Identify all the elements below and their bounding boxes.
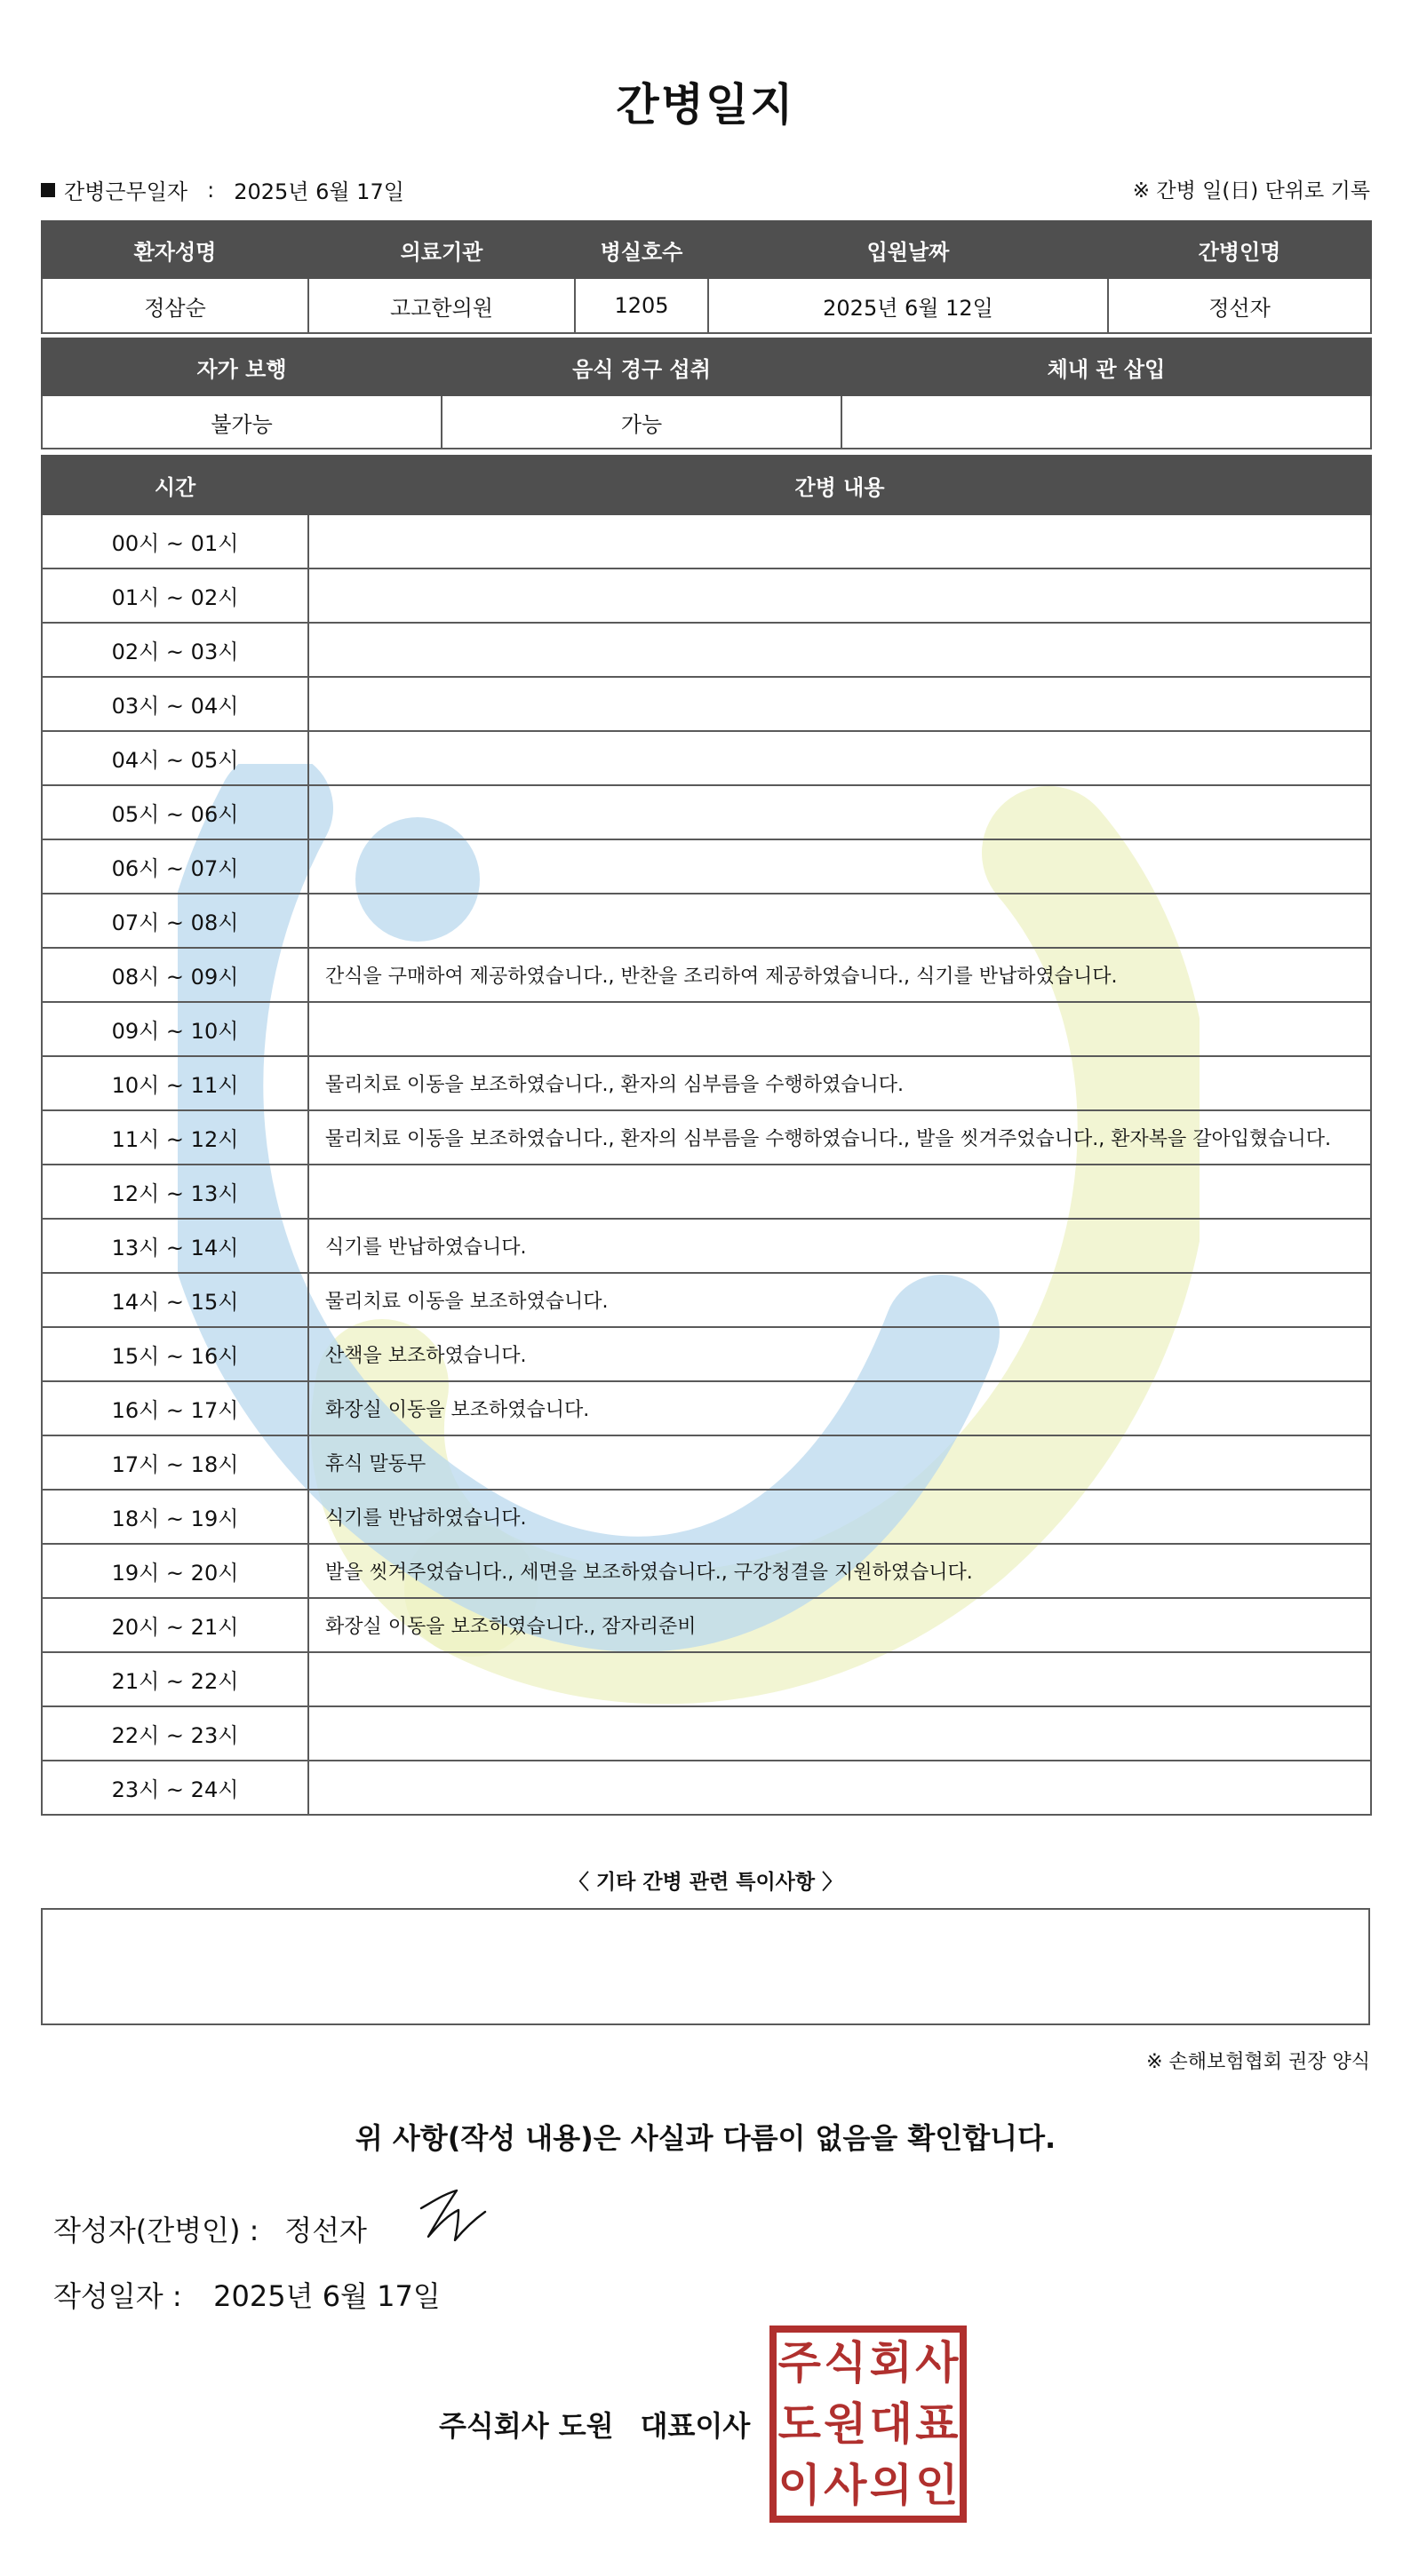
company-line bbox=[439, 2404, 750, 2445]
care-log-row bbox=[42, 1327, 1371, 1381]
seal-character: 대 bbox=[869, 2397, 913, 2450]
care-log-row bbox=[42, 1002, 1371, 1056]
care-log-time: 06시 ~ 07시 bbox=[42, 839, 308, 894]
care-log-row bbox=[42, 677, 1371, 731]
care-log-content bbox=[308, 894, 1371, 948]
care-log-time: 02시 ~ 03시 bbox=[42, 623, 308, 677]
care-log-content: 화장실 이동을 보조하였습니다. bbox=[308, 1381, 1371, 1435]
caregiver-name: 정선자 bbox=[1108, 278, 1371, 333]
care-log-row bbox=[42, 1435, 1371, 1490]
seal-character: 사 bbox=[915, 2337, 959, 2389]
care-log-time: 23시 ~ 24시 bbox=[42, 1761, 308, 1815]
work-date-label: 간병근무일자 bbox=[64, 179, 188, 204]
care-log-time: 18시 ~ 19시 bbox=[42, 1490, 308, 1544]
care-log-content: 화장실 이동을 보조하였습니다., 잠자리준비 bbox=[308, 1598, 1371, 1652]
handwritten-signature bbox=[418, 2185, 489, 2247]
seal-character: 표 bbox=[915, 2397, 959, 2450]
care-log-time: 04시 ~ 05시 bbox=[42, 731, 308, 785]
patient-info-table bbox=[41, 220, 1372, 334]
association-note: ※ 손해보험협회 권장 양식 bbox=[1146, 2051, 1370, 2073]
seal-character: 사 bbox=[824, 2459, 867, 2511]
header-patient-name: 환자성명 bbox=[42, 221, 308, 278]
patient-name: 정삼순 bbox=[42, 278, 308, 333]
care-log-row bbox=[42, 894, 1371, 948]
care-log-row bbox=[42, 839, 1371, 894]
header-self-walking: 자가 보행 bbox=[42, 338, 442, 395]
care-log-time: 19시 ~ 20시 bbox=[42, 1544, 308, 1598]
care-log-header-row bbox=[42, 456, 1371, 514]
care-log-row bbox=[42, 1219, 1371, 1273]
care-log-time: 05시 ~ 06시 bbox=[42, 785, 308, 839]
care-log-content bbox=[308, 514, 1371, 568]
tube-insertion-value bbox=[841, 395, 1371, 449]
written-date-label: 작성일자 : bbox=[53, 2279, 182, 2313]
care-log-body bbox=[42, 514, 1371, 1815]
patient-status-table bbox=[41, 338, 1372, 449]
care-log-time: 00시 ~ 01시 bbox=[42, 514, 308, 568]
header-admission-date: 입원날짜 bbox=[708, 221, 1108, 278]
care-log-content bbox=[308, 1165, 1371, 1219]
care-log-time: 14시 ~ 15시 bbox=[42, 1273, 308, 1327]
work-date-value: 2025년 6월 17일 bbox=[234, 179, 404, 204]
care-log-row bbox=[42, 623, 1371, 677]
seal-character: 원 bbox=[824, 2397, 867, 2450]
care-log-row bbox=[42, 1490, 1371, 1544]
seal-character: 식 bbox=[824, 2337, 867, 2389]
care-log-row bbox=[42, 568, 1371, 623]
care-log-row bbox=[42, 785, 1371, 839]
company-seal-stamp bbox=[769, 2326, 967, 2523]
care-log-time: 10시 ~ 11시 bbox=[42, 1056, 308, 1110]
room-number: 1205 bbox=[575, 278, 708, 333]
header-tube-insertion: 체내 관 삽입 bbox=[841, 338, 1371, 395]
care-log-content bbox=[308, 568, 1371, 623]
care-log-time: 03시 ~ 04시 bbox=[42, 677, 308, 731]
square-bullet-icon bbox=[41, 183, 55, 197]
care-log-row bbox=[42, 1273, 1371, 1327]
patient-info-header-row bbox=[42, 221, 1371, 278]
header-oral-intake: 음식 경구 섭취 bbox=[442, 338, 841, 395]
confirmation-statement: 위 사항(작성 내용)은 사실과 다름이 없음을 확인합니다. bbox=[355, 2121, 1056, 2155]
care-log-time: 20시 ~ 21시 bbox=[42, 1598, 308, 1652]
seal-character: 주 bbox=[777, 2337, 821, 2389]
written-date-value: 2025년 6월 17일 bbox=[213, 2279, 441, 2313]
care-log-time: 11시 ~ 12시 bbox=[42, 1110, 308, 1165]
care-log-row bbox=[42, 1056, 1371, 1110]
patient-info-value-row bbox=[42, 278, 1371, 333]
status-value-row bbox=[42, 395, 1371, 449]
company-name: 주식회사 도원 bbox=[439, 2409, 614, 2443]
seal-character: 이 bbox=[777, 2459, 821, 2511]
care-log-content: 휴식 말동무 bbox=[308, 1435, 1371, 1490]
unit-note: ※ 간병 일(日) 단위로 기록 bbox=[1132, 179, 1370, 203]
notes-title: 〈 기타 간병 관련 특이사항 〉 bbox=[568, 1871, 843, 1894]
status-header-row bbox=[42, 338, 1371, 395]
writer-name: 정선자 bbox=[284, 2214, 367, 2247]
header-care-content: 간병 내용 bbox=[308, 456, 1371, 514]
work-date-separator: : bbox=[207, 177, 215, 203]
care-log-row bbox=[42, 1110, 1371, 1165]
header-time: 시간 bbox=[42, 456, 308, 514]
care-log-row bbox=[42, 948, 1371, 1002]
care-log-time: 13시 ~ 14시 bbox=[42, 1219, 308, 1273]
care-log-time: 22시 ~ 23시 bbox=[42, 1706, 308, 1761]
care-log-content: 물리치료 이동을 보조하였습니다. bbox=[308, 1273, 1371, 1327]
care-log-content: 식기를 반납하였습니다. bbox=[308, 1490, 1371, 1544]
admission-date: 2025년 6월 12일 bbox=[708, 278, 1108, 333]
care-log-content: 산책을 보조하였습니다. bbox=[308, 1327, 1371, 1381]
care-log-content bbox=[308, 1761, 1371, 1815]
writer-label: 작성자(간병인) : bbox=[53, 2214, 259, 2247]
care-log-content bbox=[308, 623, 1371, 677]
care-log-row bbox=[42, 1706, 1371, 1761]
header-caregiver-name: 간병인명 bbox=[1108, 221, 1371, 278]
writer-line bbox=[53, 2208, 367, 2249]
document-title: 간병일지 bbox=[616, 79, 795, 131]
care-log-row bbox=[42, 1761, 1371, 1815]
care-log-time: 12시 ~ 13시 bbox=[42, 1165, 308, 1219]
self-walking-value: 불가능 bbox=[42, 395, 442, 449]
header-room-number: 병실호수 bbox=[575, 221, 708, 278]
care-log-time: 15시 ~ 16시 bbox=[42, 1327, 308, 1381]
seal-character: 도 bbox=[777, 2397, 821, 2450]
care-log-time: 16시 ~ 17시 bbox=[42, 1381, 308, 1435]
representative-title: 대표이사 bbox=[640, 2409, 751, 2443]
subheader bbox=[41, 174, 1370, 206]
written-date-line bbox=[53, 2274, 441, 2315]
care-log-content: 물리치료 이동을 보조하였습니다., 환자의 심부름을 수행하였습니다. bbox=[308, 1056, 1371, 1110]
care-log-content: 간식을 구매하여 제공하였습니다., 반찬을 조리하여 제공하였습니다., 식기를 반납하였습니다. bbox=[308, 948, 1371, 1002]
care-log-row bbox=[42, 1381, 1371, 1435]
seal-character: 의 bbox=[869, 2459, 913, 2511]
care-log-time: 07시 ~ 08시 bbox=[42, 894, 308, 948]
care-log-content: 발을 씻겨주었습니다., 세면을 보조하였습니다., 구강청결을 지원하였습니다. bbox=[308, 1544, 1371, 1598]
care-log-table bbox=[41, 455, 1372, 1816]
care-log-time: 21시 ~ 22시 bbox=[42, 1652, 308, 1706]
care-log-row bbox=[42, 1598, 1371, 1652]
care-log-content bbox=[308, 731, 1371, 785]
care-log-content bbox=[308, 1652, 1371, 1706]
care-log-time: 09시 ~ 10시 bbox=[42, 1002, 308, 1056]
care-log-time: 08시 ~ 09시 bbox=[42, 948, 308, 1002]
seal-characters bbox=[777, 2333, 960, 2516]
care-log-content: 식기를 반납하였습니다. bbox=[308, 1219, 1371, 1273]
header-hospital: 의료기관 bbox=[308, 221, 575, 278]
oral-intake-value: 가능 bbox=[442, 395, 841, 449]
hospital-name: 고고한의원 bbox=[308, 278, 575, 333]
care-log-row bbox=[42, 514, 1371, 568]
care-log-content bbox=[308, 785, 1371, 839]
care-log-content bbox=[308, 839, 1371, 894]
notes-box bbox=[41, 1908, 1370, 2025]
care-log-content bbox=[308, 1002, 1371, 1056]
seal-character: 회 bbox=[869, 2337, 913, 2389]
care-log-content bbox=[308, 1706, 1371, 1761]
care-log-row bbox=[42, 1544, 1371, 1598]
care-log-time: 01시 ~ 02시 bbox=[42, 568, 308, 623]
care-log-content bbox=[308, 677, 1371, 731]
care-log-row bbox=[42, 1165, 1371, 1219]
care-log-time: 17시 ~ 18시 bbox=[42, 1435, 308, 1490]
seal-character: 인 bbox=[915, 2459, 959, 2511]
care-log-content: 물리치료 이동을 보조하였습니다., 환자의 심부름을 수행하였습니다., 발을 씻겨주었습니다., 환자복을 갈아입혔습니다. bbox=[308, 1110, 1371, 1165]
care-log-row bbox=[42, 731, 1371, 785]
care-log-row bbox=[42, 1652, 1371, 1706]
